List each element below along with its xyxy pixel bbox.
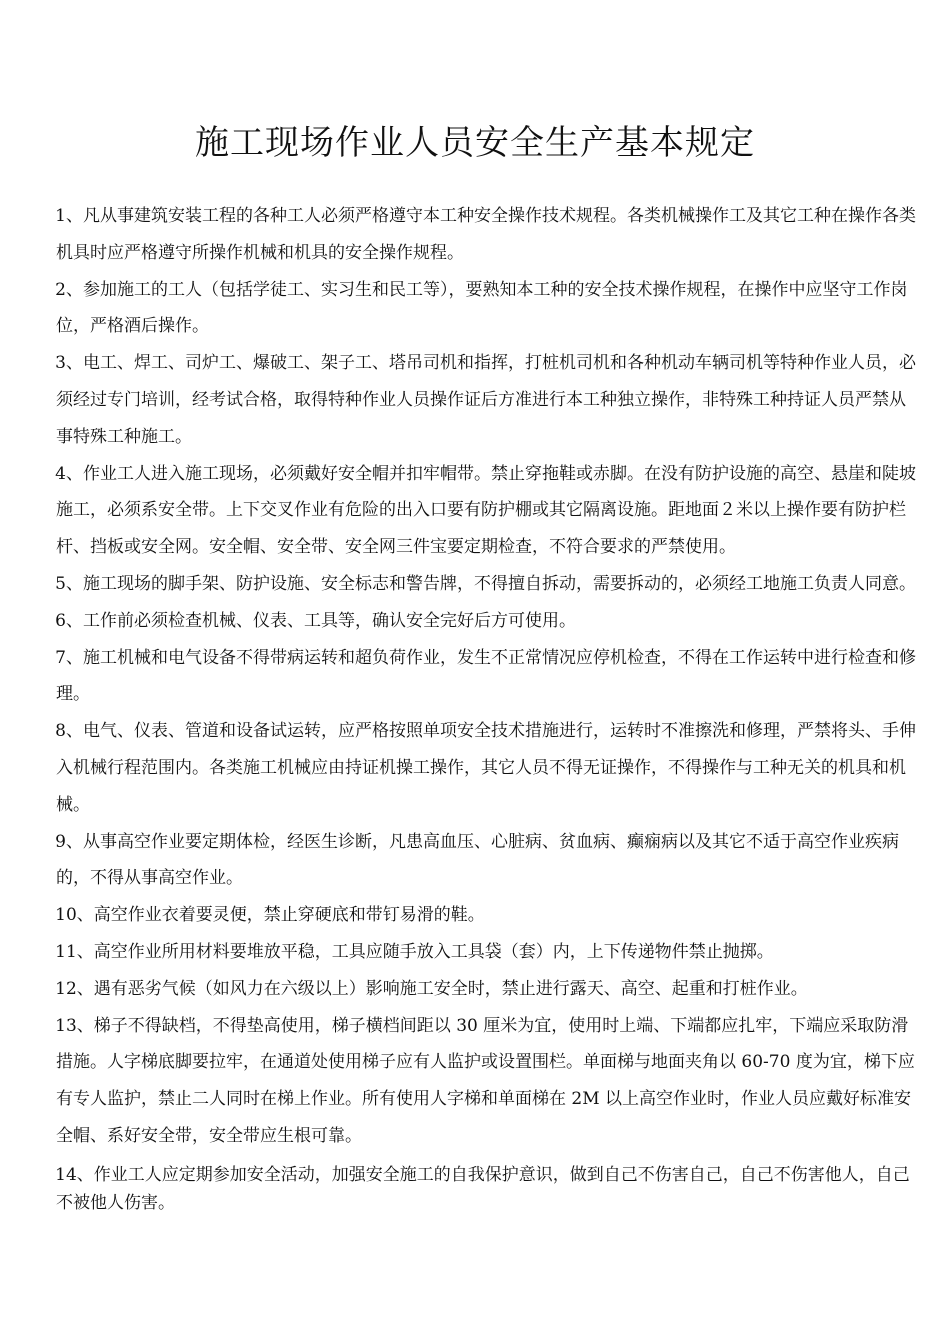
rule-item: 12、遇有恶劣气候（如风力在六级以上）影响施工安全时，禁止进行露天、高空、起重和打桩作业。 xyxy=(55,978,808,999)
rule-item: 14、作业工人应定期参加安全活动，加强安全施工的自我保护意识，做到自己不伤害自己，自己不伤害他人，自己不被他人伤害。 xyxy=(55,1164,910,1213)
rule-item: 1、凡从事建筑安装工程的各种工人必须严格遵守本工种安全操作技术规程。各类机械操作工及其它工种在操作各类机具时应严格遵守所操作机械和机具的安全操作规程。 xyxy=(55,206,916,263)
rule-item: 2、参加施工的工人（包括学徒工、实习生和民工等），要熟知本工种的安全技术操作规程，在操作中应坚守工作岗位，严格酒后操作。 xyxy=(55,279,908,337)
rule-item: 10、高空作业衣着要灵便，禁止穿硬底和带钉易滑的鞋。 xyxy=(55,905,485,926)
rules-list xyxy=(56,198,916,1217)
rule-item: 11、高空作业所用材料要堆放平稳，工具应随手放入工具袋（套）内，上下传递物件禁止抛掷。 xyxy=(55,941,774,962)
rule-item: 7、施工机械和电气设备不得带病运转和超负荷作业，发生不正常情况应停机检查，不得在工作运转中进行检查和修理。 xyxy=(55,647,916,705)
rule-item: 9、从事高空作业要定期体检，经医生诊断，凡患高血压、心脏病、贫血病、癫痫病以及其它不适于高空作业疾病的，不得从事高空作业。 xyxy=(55,831,899,889)
rule-item: 3、电工、焊工、司炉工、爆破工、架子工、塔吊司机和指挥，打桩机司机和各种机动车辆司机等特种作业人员，必须经过专门培训，经考试合格，取得特种作业人员操作证后方准进行本工种独立操作，非特殊工种持证人员严禁从事特殊工种施工。 xyxy=(55,353,916,447)
rule-item: 4、作业工人进入施工现场，必须戴好安全帽并扣牢帽带。禁止穿拖鞋或赤脚。在没有防护设施的高空、悬崖和陡坡施工，必须系安全带。上下交叉作业有危险的出入口要有防护棚或其它隔离设施。距地面２米以上操作要有防护栏杆、挡板或安全网。安全帽、安全带、安全网三件宝要定期检查，不符合要求的严禁使用。 xyxy=(55,463,916,558)
document-title: 施工现场作业人员安全生产基本规定 xyxy=(195,123,755,163)
rule-item: 6、工作前必须检查机械、仪表、工具等，确认安全完好后方可使用。 xyxy=(55,610,576,631)
rule-item: 8、电气、仪表、管道和设备试运转，应严格按照单项安全技术措施进行，运转时不准擦洗和修理，严禁将头、手伸入机械行程范围内。各类施工机械应由持证机操工操作，其它人员不得无证操作，不得操作与工种无关的机具和机械。 xyxy=(55,721,916,815)
rule-item: 13、梯子不得缺档，不得垫高使用，梯子横档间距以 30 厘米为宜，使用时上端、下端都应扎牢，下端应采取防滑措施。人字梯底脚要拉牢，在通道处使用梯子应有人监护或设置围栏。单面梯与地面夹角以 60-70 度为宜，梯下应有专人监护，禁止二人同时在梯上作业。所有使用人字梯和单面梯在 2M 以上高空作业时，作业人员应戴好标准安全帽、系好安全带，安全带应生根可靠。 xyxy=(55,1015,915,1146)
rule-item: 5、施工现场的脚手架、防护设施、安全标志和警告牌，不得擅自拆动，需要拆动的，必须经工地施工负责人同意。 xyxy=(55,573,916,594)
